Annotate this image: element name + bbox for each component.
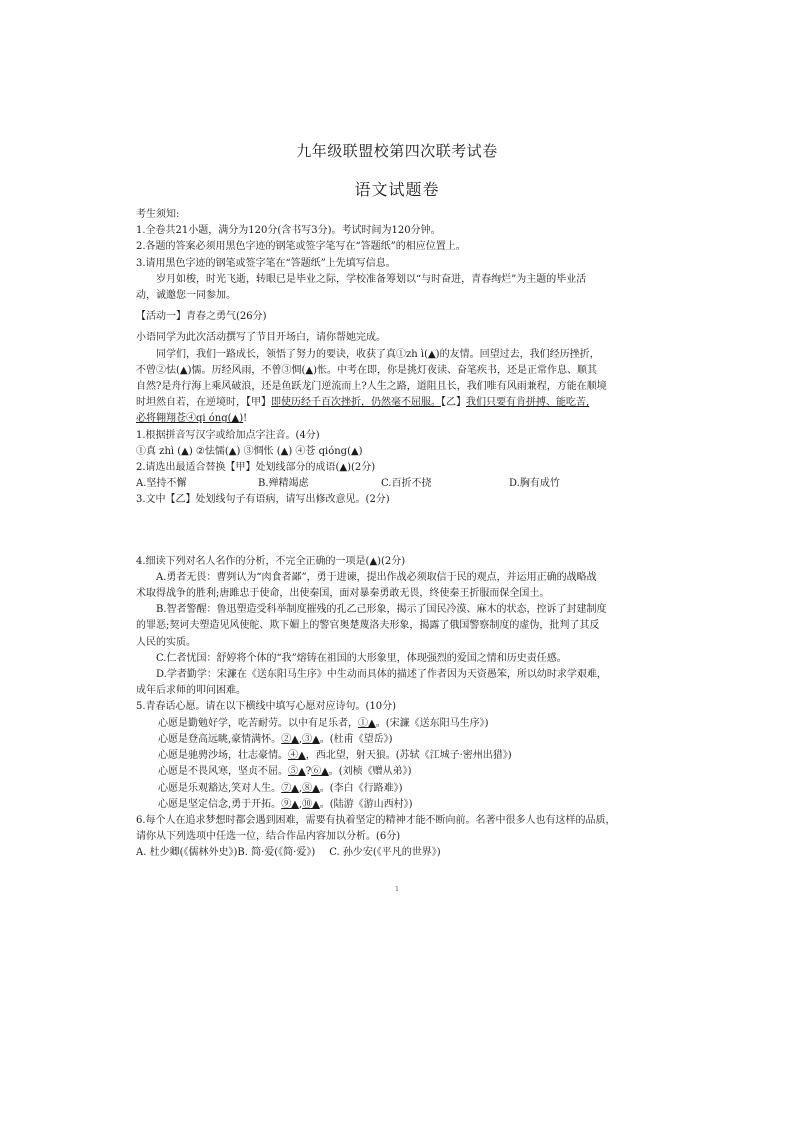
q5-line <box>136 716 664 732</box>
passage-line: 自然?是舟行海上乘风破浪，还是鱼跃龙门逆流而上?人生之路，道阻且长，我们唯有风雨兼程，方能在顺境 <box>136 381 607 393</box>
q5-text: 心愿是驰骋沙场，壮志豪情。 <box>158 750 288 762</box>
question-2: 2.请选出最适合替换【甲】处划线部分的成语(▲)(2分) <box>136 462 376 474</box>
question-1: 1.根据拼音写汉字或给加点字注音。(4分) <box>136 429 320 441</box>
underlined-sentence-yi: 我们只要有肯拼搏、能吃苦, <box>466 397 590 409</box>
q5-line <box>136 764 664 780</box>
q4-option-d-cont: 成年后求师的叩问困难。 <box>136 685 246 697</box>
q6-option-c: C. 孙少安(《平凡的世界》) <box>329 847 441 859</box>
q4-option-a: A.勇者无畏：曹刿认为“肉食者鄙”，勇于进谏，提出作战必须取信于民的观点，并运用正确的战略战 <box>156 571 597 583</box>
underlined-sentence-jia: 即使历经千百次挫折，仍然毫不屈服。 <box>271 397 441 409</box>
answer-blank[interactable]: ⑨▲ <box>281 798 299 810</box>
q5-text: 心愿是勤勉好学，吃苦耐劳。以中有足乐者， <box>158 717 358 729</box>
q5-line <box>136 732 664 748</box>
q4-option-b-cont: 的罪恶;契诃夫塑造见风使舵、欺下媚上的警官奥楚蔑洛夫形象，揭露了俄国警察制度的虚伪，批判了其反 <box>136 620 600 632</box>
answer-blank[interactable]: ⑥▲ <box>311 766 329 778</box>
notice-item: 2.各题的答案必须用黑色字迹的钢笔或签字笔写在“答题纸”的相应位置上。 <box>136 241 466 253</box>
question-4: 4.细读下列对名人名作的分析，不完全正确的一项是(▲)(2分) <box>136 555 406 567</box>
q5-text: ? <box>305 766 312 778</box>
q5-text: 心愿是乐观豁达,笑对人生。 <box>158 782 282 794</box>
exam-content <box>136 207 664 862</box>
notice-item: 3.请用黑色字迹的钢笔或签字笔在“答题纸”上先填写信息。 <box>136 257 396 269</box>
option-b: B.殚精竭虑 <box>258 478 309 490</box>
q5-text: 。(刘桢《赠从弟》) <box>328 766 412 778</box>
q5-text: , <box>298 798 303 810</box>
question-2-options <box>136 476 664 492</box>
answer-blank[interactable]: ⑦▲ <box>281 782 299 794</box>
activity1-title: 【活动一】青春之勇气(26分) <box>136 311 267 323</box>
answer-blank[interactable]: ⑩▲ <box>302 798 320 810</box>
q5-text: 心愿是登高远眺,豪情满怀。 <box>158 733 282 745</box>
page-number: 1 <box>395 886 399 893</box>
q5-line <box>136 748 664 764</box>
q5-text: 心愿是坚定信念,勇于开拓。 <box>158 798 282 810</box>
question-6: 6.每个人在追求梦想时都会遇到困难，需要有执着坚定的精神才能不断向前。名著中很多人也有这样的品质， <box>136 814 616 826</box>
answer-blank[interactable]: ①▲ <box>358 717 376 729</box>
question-1-items: ①真 zhì (▲) ②怯懦(▲) ③惆怅 (▲) ④苍 qióng(▲) <box>136 445 363 457</box>
q5-text: , <box>298 733 303 745</box>
q6-option-ab: A. 杜少卿(《儒林外史》)B. 简·爱(《简·爱》) <box>136 847 316 859</box>
answer-blank[interactable]: ⑧▲ <box>302 782 320 794</box>
passage-line: 不曾②怯(▲)懦。历经风雨，不曾③惆(▲)怅。中考在即，你是挑灯夜读、奋笔疾书，还是正常作息、顺其 <box>136 364 597 376</box>
q5-line <box>136 781 664 797</box>
option-c: C.百折不挠 <box>381 478 432 490</box>
notice-item: 1.全卷共21小题，满分为120分(含书写3分)。考试时间为120分钟。 <box>136 225 441 237</box>
q4-option-d: D.学者勤学：宋濂在《送东阳马生序》中生动而具体的描述了作者因为天资愚笨，所以幼时求学艰难， <box>156 669 607 681</box>
passage-line: 同学们，我们一路成长，领悟了努力的要诀，收获了真①zh ì(▲)的友情。回望过去，我们经历挫折， <box>156 348 600 360</box>
q4-option-c: C.仁者忧国：舒婷将个体的“我”熔铸在祖国的大形象里，体现强烈的爱国之情和历史责任感。 <box>156 652 567 664</box>
underlined-sentence-yi-cont: 必将翱翔苍④qi óng(▲) <box>136 413 244 425</box>
q5-text: ，西北望，射天狼。(苏轼《江城子·密州出猎》) <box>305 750 512 762</box>
question-3: 3.文中【乙】处划线句子有语病，请写出修改意见。(2分) <box>136 494 390 506</box>
q5-text: 。(李白《行路难》) <box>319 782 403 794</box>
passage-text: ! <box>243 413 248 425</box>
q5-line <box>136 797 664 813</box>
q5-text: 。(宋濂《送东阳马生序》) <box>375 717 489 729</box>
q5-text: 心愿是不畏风寒，坚贞不屈。 <box>158 766 288 778</box>
intro-line: 岁月如梭，时光飞逝，转眼已是毕业之际，学校准备筹划以“与时奋进，青春绚烂”为主题的毕业活 <box>156 273 587 285</box>
passage-line <box>136 411 664 427</box>
activity1-lead: 小语同学为此次活动撰写了节目开场白，请你帮她完成。 <box>136 332 386 344</box>
q4-option-a-cont: 术取得战争的胜利;唐雎忠于使命，出使秦国，面对暴秦勇敢无畏，终使秦王折服而保全国土。 <box>136 588 550 600</box>
option-d: D.胸有成竹 <box>509 478 560 490</box>
notice-heading: 考生须知: <box>136 209 180 220</box>
exam-title: 九年级联盟校第四次联考试卷 <box>296 142 498 160</box>
q5-text: 。(陆游《游山西村》) <box>319 798 413 810</box>
q5-text: , <box>298 782 303 794</box>
answer-blank[interactable]: ⑤▲ <box>288 766 306 778</box>
question-5: 5.青春话心愿。请在以下横线中填写心愿对应诗句。(10分) <box>136 701 397 713</box>
passage-text: 时坦然自若，在逆境时，【甲】 <box>136 397 271 409</box>
question-6-options <box>136 845 664 861</box>
option-a: A.坚持不懈 <box>136 478 187 490</box>
question-6-cont: 请你从下列选项中任选一位，结合作品内容加以分析。(6分) <box>136 831 401 843</box>
answer-blank[interactable]: ④▲ <box>288 750 306 762</box>
passage-line <box>136 395 664 411</box>
q4-option-b: B.智者警醒：鲁迅塑造受科举制度摧残的孔乙己形象，揭示了国民冷漠、麻木的状态，控诉了封建制度 <box>156 604 607 616</box>
q5-text: 。(杜甫《望岳》) <box>319 733 393 745</box>
answer-blank[interactable]: ③▲ <box>302 733 320 745</box>
marker-yi: 【乙】 <box>441 397 466 409</box>
answer-blank[interactable]: ②▲ <box>281 733 299 745</box>
q4-option-b-cont: 人民的实质。 <box>136 636 196 648</box>
intro-line: 动，诚邀您一同参加。 <box>136 290 236 302</box>
exam-subtitle: 语文试题卷 <box>354 180 440 199</box>
